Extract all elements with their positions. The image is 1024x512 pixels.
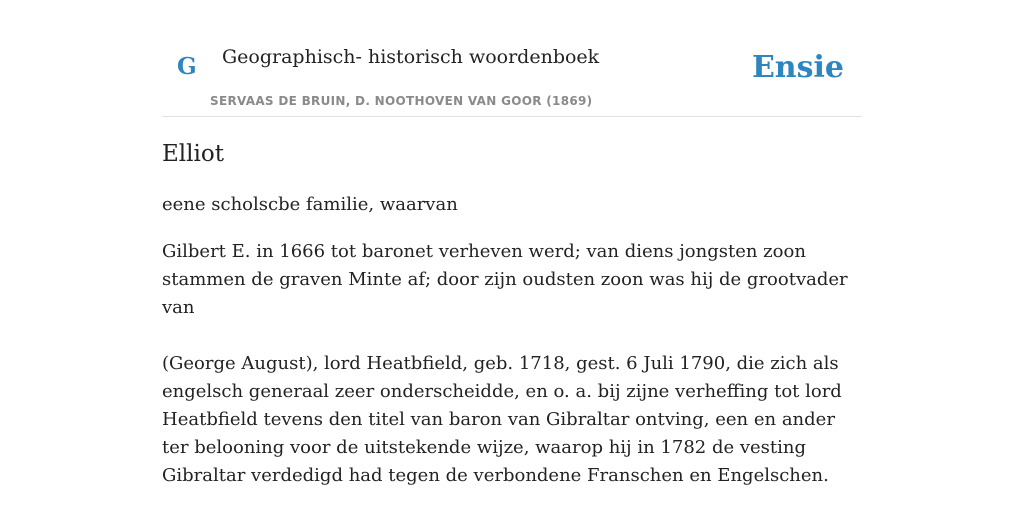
book-letter-icon: G xyxy=(177,53,197,80)
ensie-logo-link[interactable]: Ensie xyxy=(751,50,844,85)
book-header xyxy=(162,0,862,117)
article-paragraph: (George August), lord Heatbfield, geb. 1718, gest. 6 Juli 1790, die zich als engelsch generaal zeer onderscheidde, en o. a. bij zijne verheffing tot lord Heatbfield tevens den titel van baron van Gibraltar ontving, een en ander ter belooning voor de uitstekende wijze, waarop hij in 1782 de vesting Gibraltar verdedigd had tegen de verbondene Franschen en Engelschen. xyxy=(162,353,842,486)
article-title: Elliot xyxy=(162,141,224,167)
book-authors: SERVAAS DE BRUIN, D. NOOTHOVEN VAN GOOR (1869) xyxy=(210,94,593,108)
article-paragraph: Gilbert E. in 1666 tot baronet verheven werd; van diens jongsten zoon stammen de graven Minte af; door zijn oudsten zoon was hij de grootvader van xyxy=(162,241,848,318)
book-title-link[interactable]: Geographisch- historisch woordenboek xyxy=(222,46,600,68)
article xyxy=(162,138,867,490)
article-paragraph: eene scholscbe familie, waarvan xyxy=(162,194,458,215)
